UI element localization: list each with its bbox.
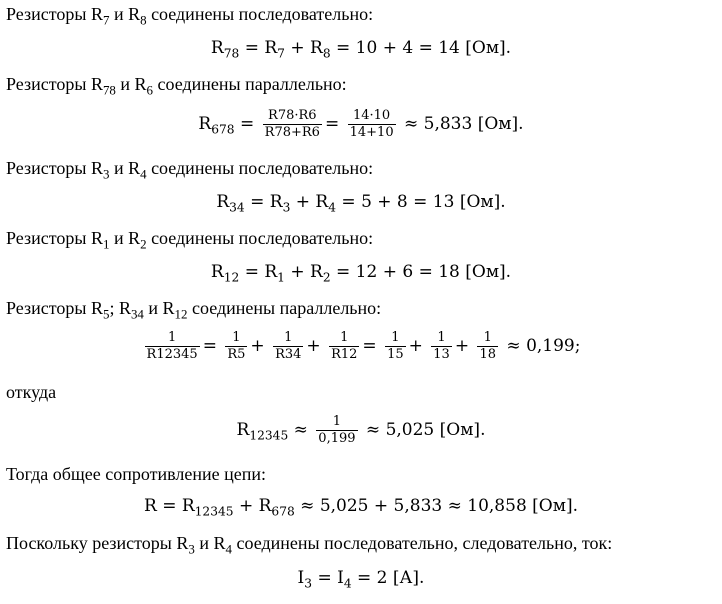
text-line-7: Тогда общее сопротивление цепи: <box>6 464 267 484</box>
formula-r-total: $R = R_{12345} + R_{678} \approx 5,025 + 5,833 \approx 10,858$ [Ом]. <box>143 496 578 519</box>
text-line-8: Поскольку резисторы $R_3$ и $R_4$ соединены последовательно, следовательно, ток: <box>6 533 613 557</box>
fraction-1-18: $\frac{1}{18}$ <box>479 330 497 362</box>
fraction-r678-numeric: $\frac{14\cdot 10}{14+10}$ <box>349 108 394 140</box>
fraction-1-13: $\frac{1}{13}$ <box>433 330 450 362</box>
text-line-6: откуда <box>6 382 57 402</box>
fraction-1-15: $\frac{1}{15}$ <box>387 330 404 362</box>
fraction-1-r5: $\frac{1}{R5}$ <box>227 330 246 362</box>
formula-r12: $R_{12} = R_1 + R_2 = 12 + 6 = 18$ [Ом]. <box>210 262 512 285</box>
formula-r678: $R_{678}$ = $\frac{R78\cdot R6}{R78+R6}$ = $\frac{14\cdot 10}{14+10}$ ≈ 5,833 [Ом]. <box>198 108 524 140</box>
fraction-1-r34: $\frac{1}{R34}$ <box>275 330 302 362</box>
formula-r12345: $R_{12345}$ ≈ $\frac{1}{0,199}$ ≈ 5,025 [Ом]. <box>236 414 486 446</box>
text-line-2: Резисторы $R_{78}$ и $R_6$ соединены параллельно: <box>6 74 347 98</box>
text-line-3: Резисторы $R_3$ и $R_4$ соединены последовательно: <box>6 158 374 182</box>
formula-r12345-reciprocal: $\frac{1}{R12345}$ = $\frac{1}{R5}$ + $\frac{1}{R34}$ + $\frac{1}{R12}$ = $\frac{1}{15}$ + $\frac{1}{13}$ + $\frac{1}{18}$ ≈ 0,199; <box>146 330 581 362</box>
fraction-r678-symbolic: $\frac{R78\cdot R6}{R78+R6}$ <box>264 108 320 140</box>
text-line-4: Резисторы $R_1$ и $R_2$ соединены последовательно: <box>6 228 374 252</box>
fraction-1-r12: $\frac{1}{R12}$ <box>331 330 358 362</box>
formula-r78: $R_{78} = R_7 + R_8 = 10 + 4 = 14$ [Ом]. <box>210 38 512 61</box>
text-line-1: Резисторы $R_7$ и $R_8$ соединены последовательно: <box>6 4 374 28</box>
fraction-1-0199: $\frac{1}{0,199}$ <box>318 414 356 446</box>
text-line-5: Резисторы $R_5$; $R_{34}$ и $R_{12}$ соединены параллельно: <box>6 298 382 322</box>
formula-current: $I_3 = I_4 = 2$ [А]. <box>297 568 425 591</box>
formula-r34: $R_{34} = R_3 + R_4 = 5 + 8 = 13$ [Ом]. <box>216 192 506 215</box>
fraction-1-r12345: $\frac{1}{R12345}$ <box>146 330 198 362</box>
